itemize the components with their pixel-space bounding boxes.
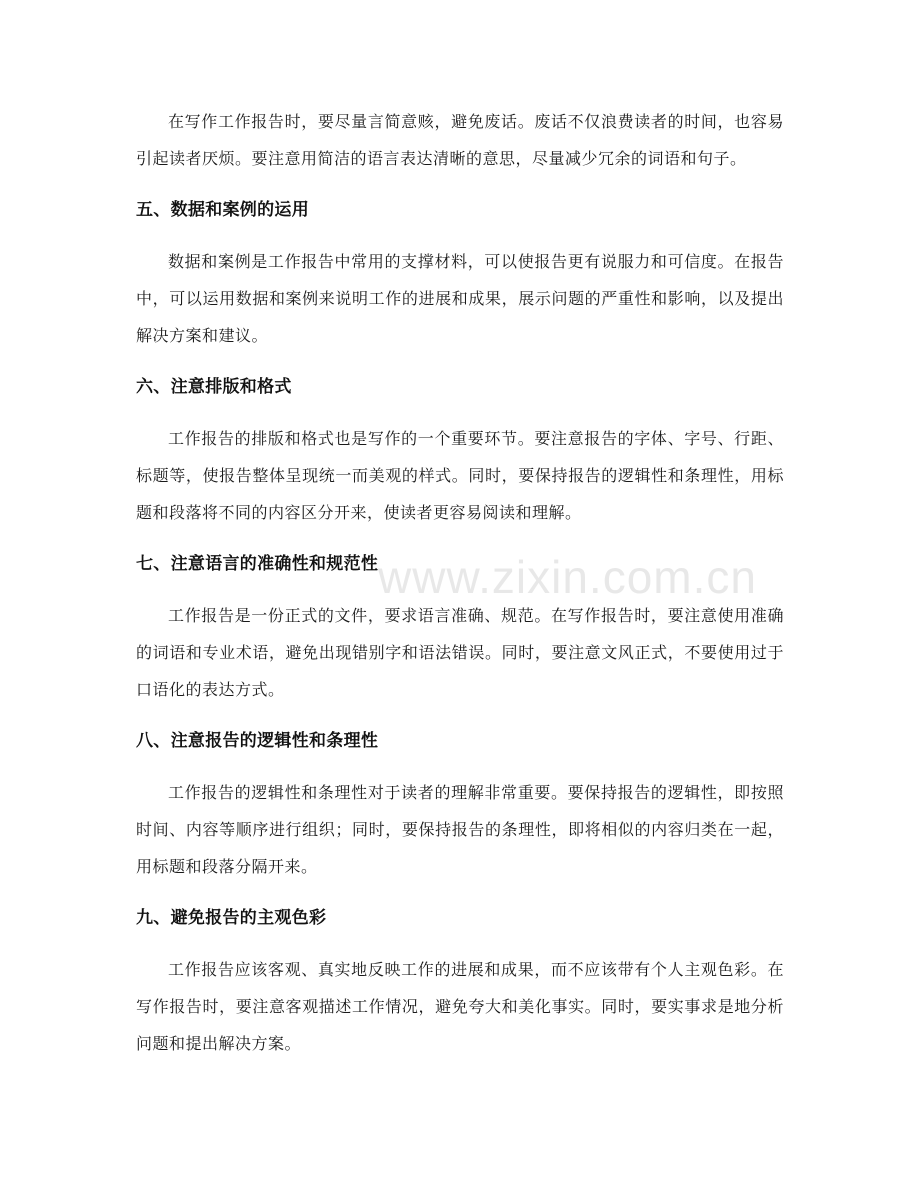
section-paragraph-5: 数据和案例是工作报告中常用的支撑材料，可以使报告更有说服力和可信度。在报告中，可以运用数据和案例来说明工作的进展和成果，展示问题的严重性和影响，以及提出解决方案和建议。 (136, 252, 784, 345)
intro-paragraph: 在写作工作报告时，要尽量言简意赅，避免废话。废话不仅浪费读者的时间，也容易引起读者厌烦。要注意用简洁的语言表达清晰的意思，尽量减少冗余的词语和句子。 (136, 112, 784, 168)
section-heading-7: 七、注意语言的准确性和规范性 (136, 554, 379, 574)
section-paragraph-8: 工作报告的逻辑性和条理性对于读者的理解非常重要。要保持报告的逻辑性，即按照时间、内容等顺序进行组织；同时，要保持报告的条理性，即将相似的内容归类在一起，用标题和段落分隔开来。 (136, 783, 784, 876)
section-heading-8: 八、注意报告的逻辑性和条理性 (136, 731, 379, 751)
watermark: www.zixin.com.cn (378, 551, 757, 603)
section-heading-5: 五、数据和案例的运用 (136, 200, 309, 220)
section-heading-6: 六、注意排版和格式 (136, 377, 292, 397)
section-heading-9: 九、避免报告的主观色彩 (136, 908, 327, 928)
section-paragraph-9: 工作报告应该客观、真实地反映工作的进展和成果，而不应该带有个人主观色彩。在写作报告时，要注意客观描述工作情况，避免夸大和美化事实。同时，要实事求是地分析问题和提出解决方案。 (136, 960, 784, 1053)
document-body (136, 103, 784, 1062)
section-paragraph-7: 工作报告是一份正式的文件，要求语言准确、规范。在写作报告时，要注意使用准确的词语和专业术语，避免出现错别字和语法错误。同时，要注意文风正式，不要使用过于口语化的表达方式。 (136, 606, 784, 699)
section-paragraph-6: 工作报告的排版和格式也是写作的一个重要环节。要注意报告的字体、字号、行距、标题等，使报告整体呈现统一而美观的样式。同时，要保持报告的逻辑性和条理性，用标题和段落将不同的内容区分开来，使读者更容易阅读和理解。 (136, 429, 784, 522)
